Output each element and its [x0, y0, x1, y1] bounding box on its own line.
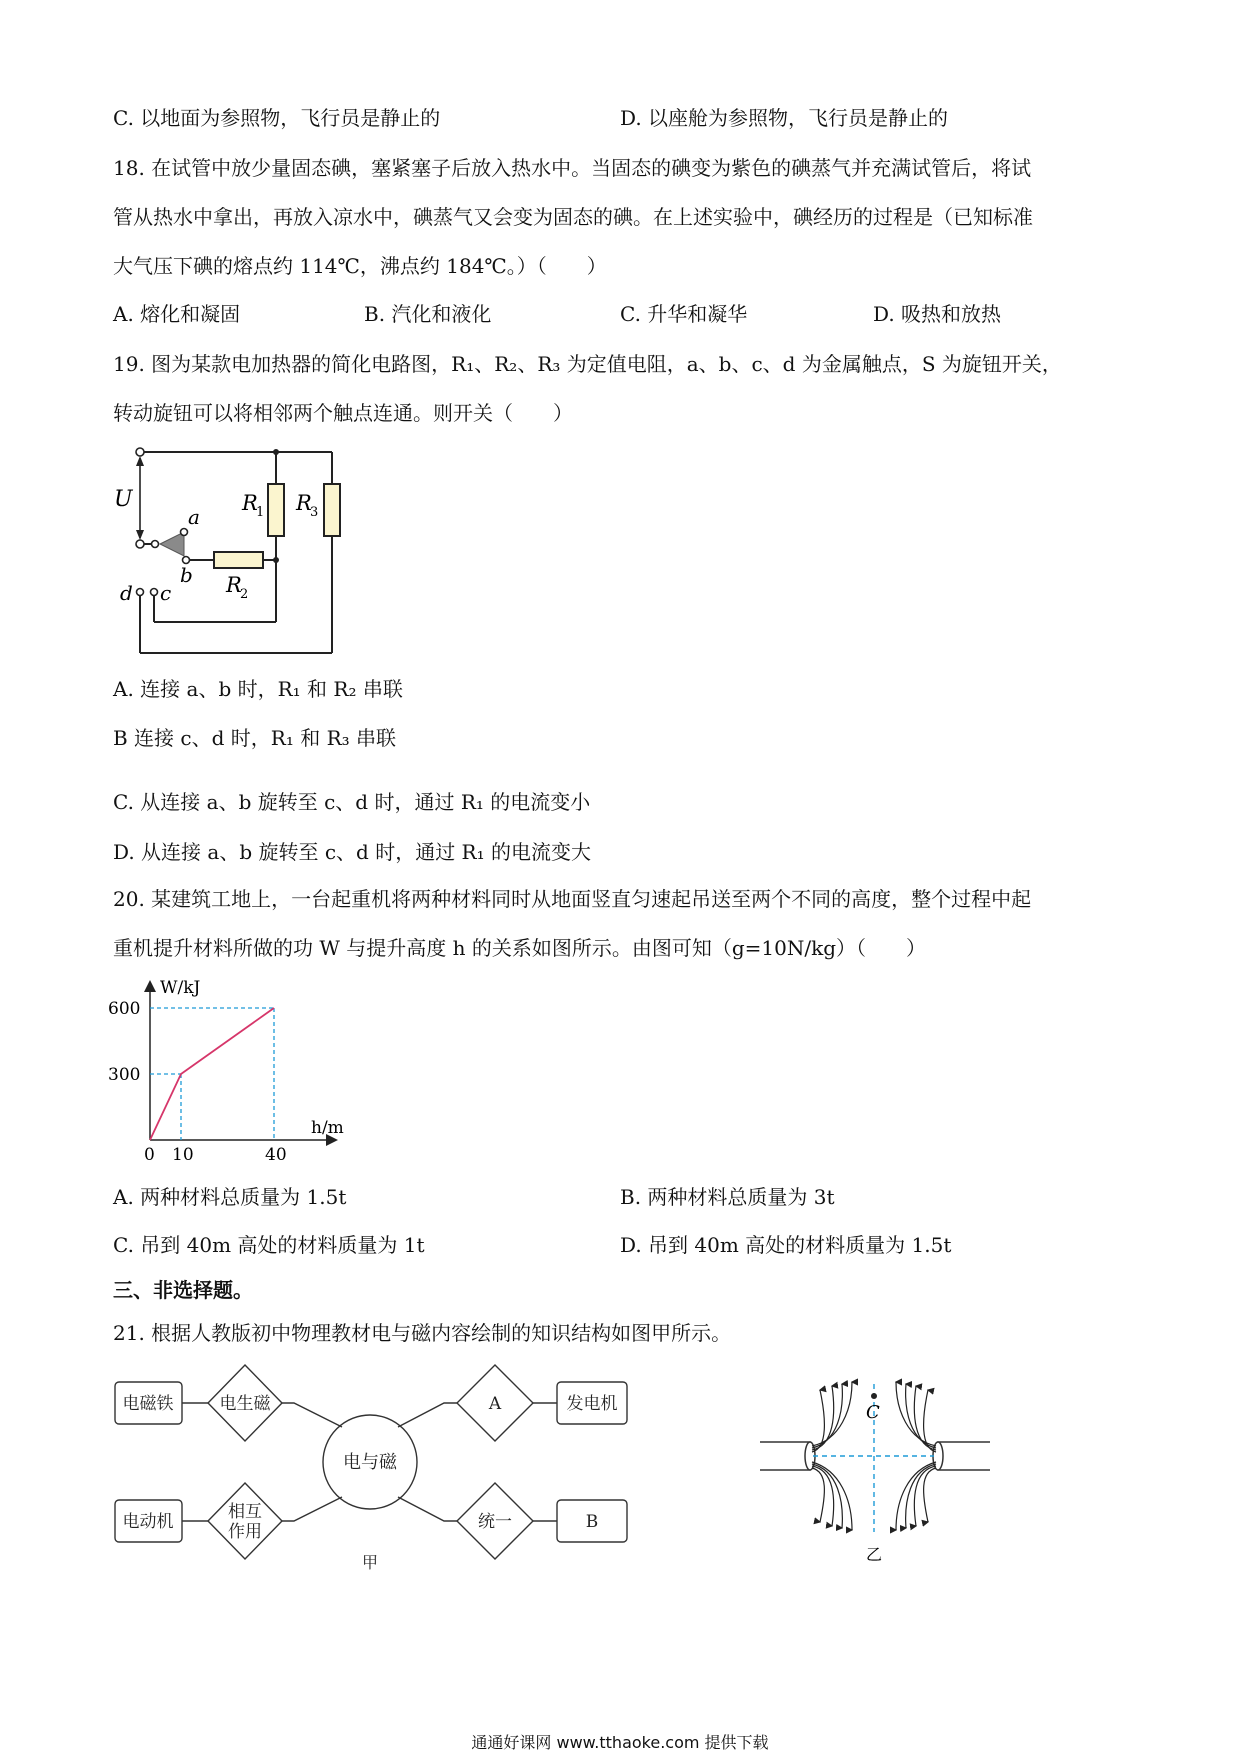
chart-series-line — [150, 1008, 274, 1140]
chart-x-tick: 0 — [144, 1145, 155, 1165]
q21-stem-line1: 21. 根据人教版初中物理教材电与磁内容绘制的知识结构如图甲所示。 — [113, 1321, 732, 1345]
q19-circuit-diagram — [110, 440, 350, 660]
q21-diagram-jia — [110, 1365, 640, 1570]
node-elec-makes-mag: 电生磁 — [219, 1394, 271, 1414]
q20-option-d: D. 吊到 40m 高处的材料质量为 1.5t — [620, 1233, 952, 1257]
q18-stem-line3: 大气压下碘的熔点约 114℃，沸点约 184℃。）（ ） — [113, 254, 607, 278]
resistor-r1 — [268, 484, 284, 536]
node-b: B — [585, 1512, 599, 1532]
page-footer: 通通好课网 www.tthaoke.com 提供下载 — [471, 1733, 769, 1752]
q18-option-b: B. 汽化和液化 — [364, 302, 492, 326]
node-motor: 电动机 — [122, 1512, 174, 1532]
q18-option-c: C. 升华和凝华 — [620, 302, 748, 326]
label-r3: R — [296, 491, 312, 515]
chart-x-tick: 10 — [172, 1145, 194, 1165]
node-generator: 发电机 — [566, 1394, 618, 1414]
chart-x-tick: 40 — [265, 1145, 287, 1165]
q18-stem-line1: 18. 在试管中放少量固态碘，塞紧塞子后放入热水中。当固态的碘变为紫色的碘蒸气并充满试管后，将试 — [113, 156, 1032, 180]
q19-option-c: C. 从连接 a、b 旋转至 c、d 时，通过 R₁ 的电流变小 — [113, 790, 591, 814]
contact-c — [151, 589, 158, 596]
q17-option-c: C. 以地面为参照物，飞行员是静止的 — [113, 106, 441, 130]
section-3-title: 三、非选择题。 — [113, 1278, 253, 1302]
q18-option-d: D. 吸热和放热 — [873, 302, 1002, 326]
q20-option-c: C. 吊到 40m 高处的材料质量为 1t — [113, 1233, 425, 1257]
rotary-switch-knob — [160, 532, 184, 556]
chart-y-tick: 300 — [108, 1065, 141, 1085]
node-unify: 统一 — [478, 1512, 512, 1532]
node-interact-line1: 相互 — [228, 1502, 262, 1522]
chart-y-tick: 600 — [108, 999, 141, 1019]
q19-option-d: D. 从连接 a、b 旋转至 c、d 时，通过 R₁ 的电流变大 — [113, 840, 591, 864]
contact-d — [137, 589, 144, 596]
label-r3-sub: 3 — [310, 505, 319, 520]
label-r2: R — [226, 573, 242, 597]
node-interact-line2: 作用 — [228, 1522, 262, 1542]
label-d: d — [120, 581, 133, 605]
node-center: 电与磁 — [343, 1452, 397, 1473]
label-a: a — [188, 505, 200, 529]
resistor-r2 — [214, 552, 263, 568]
figure-label-jia: 甲 — [361, 1553, 379, 1572]
contact-a — [181, 529, 188, 536]
figure-label-yi: 乙 — [866, 1545, 883, 1564]
label-c: c — [160, 581, 172, 605]
q20-stem-line1: 20. 某建筑工地上，一台起重机将两种材料同时从地面竖直匀速起吊送至两个不同的高度，整个过程中起 — [113, 887, 1032, 911]
terminal-top — [136, 448, 144, 456]
q20-option-a: A. 两种材料总质量为 1.5t — [113, 1185, 347, 1209]
label-r1-sub: 1 — [256, 505, 265, 520]
point-c — [871, 1393, 877, 1399]
q20-stem-line2: 重机提升材料所做的功 W 与提升高度 h 的关系如图所示。由图可知（g=10N/kg）（ ） — [113, 936, 927, 960]
q18-stem-line2: 管从热水中拿出，再放入凉水中，碘蒸气又会变为固态的碘。在上述实验中，碘经历的过程是（已知标准 — [113, 205, 1033, 229]
resistor-r3 — [324, 484, 340, 536]
chart-x-label: h/m — [311, 1118, 344, 1138]
q19-option-b: B 连接 c、d 时，R₁ 和 R₃ 串联 — [113, 726, 396, 750]
q19-option-a: A. 连接 a、b 时，R₁ 和 R₂ 串联 — [113, 677, 403, 701]
label-r2-sub: 2 — [240, 587, 249, 602]
q20-work-height-chart — [105, 975, 365, 1165]
contact-left — [152, 541, 159, 548]
terminal-bottom — [136, 540, 144, 548]
q19-stem-line2: 转动旋钮可以将相邻两个触点连通。则开关（ ） — [113, 401, 573, 425]
label-b: b — [180, 563, 193, 587]
q18-option-a: A. 熔化和凝固 — [113, 302, 241, 326]
node-a: A — [488, 1394, 502, 1414]
q19-stem-line1: 19. 图为某款电加热器的简化电路图，R₁、R₂、R₃ 为定值电阻，a、b、c、d 为金属触点，S 为旋钮开关， — [113, 352, 1062, 376]
label-u: U — [114, 487, 133, 512]
chart-y-label: W/kJ — [160, 978, 201, 998]
label-r1: R — [242, 491, 258, 515]
q20-option-b: B. 两种材料总质量为 3t — [620, 1185, 835, 1209]
node-electromagnet: 电磁铁 — [122, 1394, 174, 1414]
q17-option-d: D. 以座舱为参照物，飞行员是静止的 — [620, 106, 949, 130]
q21-diagram-yi — [760, 1370, 990, 1570]
label-c-point: C — [866, 1402, 880, 1423]
